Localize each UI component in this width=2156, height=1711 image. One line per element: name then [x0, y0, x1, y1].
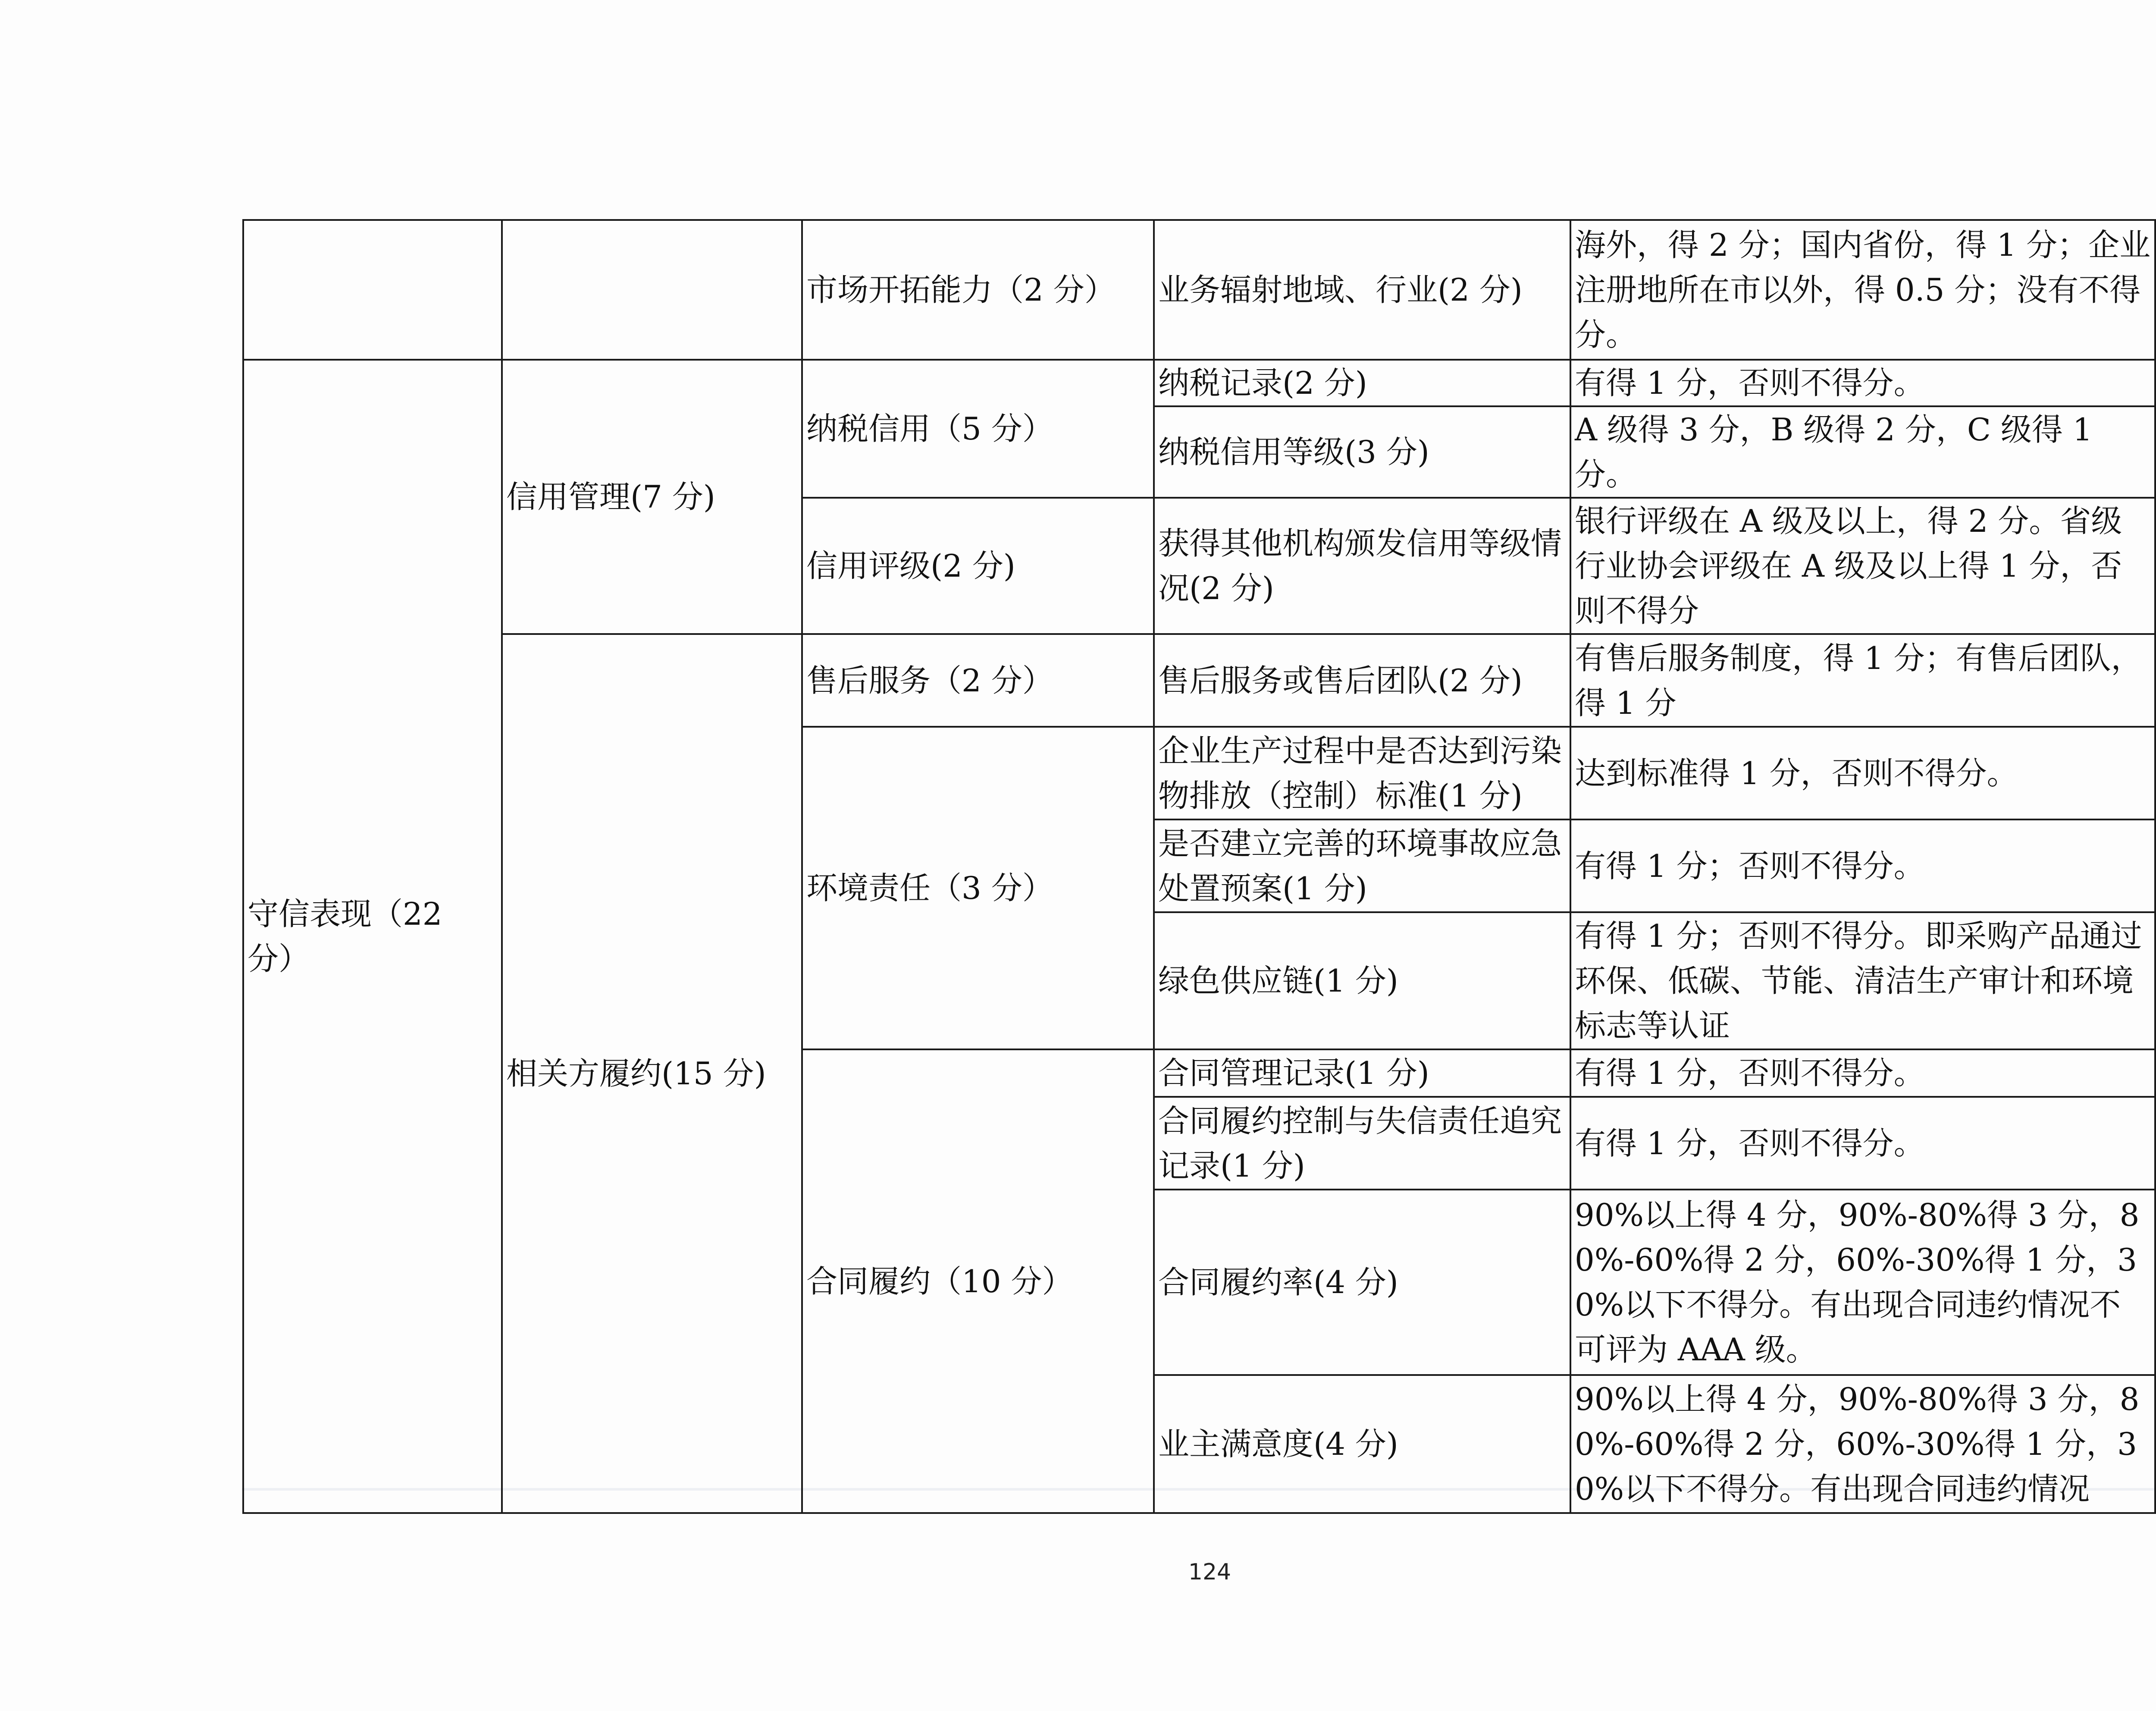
criteria-cell: 90%以上得 4 分，90%-80%得 3 分，80%-60%得 2 分，60%-30%得 1 分，30%以下不得分。有出现合同违约情况不可评为 AAA 级。	[1570, 1190, 2155, 1375]
criteria-cell: 有得 1 分；否则不得分。即采购产品通过环保、低碳、节能、清洁生产审计和环境标志等认证	[1570, 912, 2155, 1049]
category-cell: 守信表现（22 分）	[243, 360, 502, 1513]
category-cell-empty	[243, 220, 502, 360]
subitem-cell: 合同履约率(4 分)	[1154, 1190, 1570, 1375]
subitem-cell: 企业生产过程中是否达到污染物排放（控制）标准(1 分)	[1154, 727, 1570, 819]
subitem-cell: 绿色供应链(1 分)	[1154, 912, 1570, 1049]
item-cell: 信用评级(2 分)	[802, 498, 1154, 634]
item-cell: 纳税信用（5 分）	[802, 360, 1154, 498]
scoring-table	[242, 219, 2156, 1514]
criteria-cell: 达到标准得 1 分，否则不得分。	[1570, 727, 2155, 819]
subcategory-cell-empty	[502, 220, 802, 360]
criteria-cell: 90%以上得 4 分，90%-80%得 3 分，80%-60%得 2 分，60%-30%得 1 分，30%以下不得分。有出现合同违约情况	[1570, 1375, 2155, 1513]
criteria-cell: 有售后服务制度，得 1 分；有售后团队，得 1 分	[1570, 634, 2155, 727]
criteria-cell: 有得 1 分，否则不得分。	[1570, 360, 2155, 406]
subitem-cell: 纳税记录(2 分)	[1154, 360, 1570, 406]
subitem-cell: 业主满意度(4 分)	[1154, 1375, 1570, 1513]
subitem-cell: 合同履约控制与失信责任追究记录(1 分)	[1154, 1097, 1570, 1190]
criteria-cell: 有得 1 分，否则不得分。	[1570, 1097, 2155, 1190]
item-cell: 合同履约（10 分）	[802, 1049, 1154, 1513]
page-number: 124	[1188, 1559, 1232, 1585]
table-row	[243, 360, 2155, 406]
subitem-cell: 合同管理记录(1 分)	[1154, 1049, 1570, 1097]
subcategory-cell: 信用管理(7 分)	[502, 360, 802, 634]
criteria-cell: A 级得 3 分，B 级得 2 分，C 级得 1 分。	[1570, 406, 2155, 498]
subitem-cell: 纳税信用等级(3 分)	[1154, 406, 1570, 498]
table-row	[243, 220, 2155, 360]
item-cell: 售后服务（2 分）	[802, 634, 1154, 727]
table-row	[243, 634, 2155, 727]
criteria-cell: 有得 1 分；否则不得分。	[1570, 819, 2155, 912]
item-cell: 环境责任（3 分）	[802, 727, 1154, 1049]
criteria-cell: 银行评级在 A 级及以上，得 2 分。省级行业协会评级在 A 级及以上得 1 分，否则不得分	[1570, 498, 2155, 634]
item-cell: 市场开拓能力（2 分）	[802, 220, 1154, 360]
subitem-cell: 售后服务或售后团队(2 分)	[1154, 634, 1570, 727]
criteria-cell: 海外，得 2 分；国内省份，得 1 分；企业注册地所在市以外，得 0.5 分；没有不得分。	[1570, 220, 2155, 360]
subcategory-cell: 相关方履约(15 分)	[502, 634, 802, 1513]
criteria-cell: 有得 1 分，否则不得分。	[1570, 1049, 2155, 1097]
subitem-cell: 业务辐射地域、行业(2 分)	[1154, 220, 1570, 360]
subitem-cell: 是否建立完善的环境事故应急处置预案(1 分)	[1154, 819, 1570, 912]
subitem-cell: 获得其他机构颁发信用等级情况(2 分)	[1154, 498, 1570, 634]
